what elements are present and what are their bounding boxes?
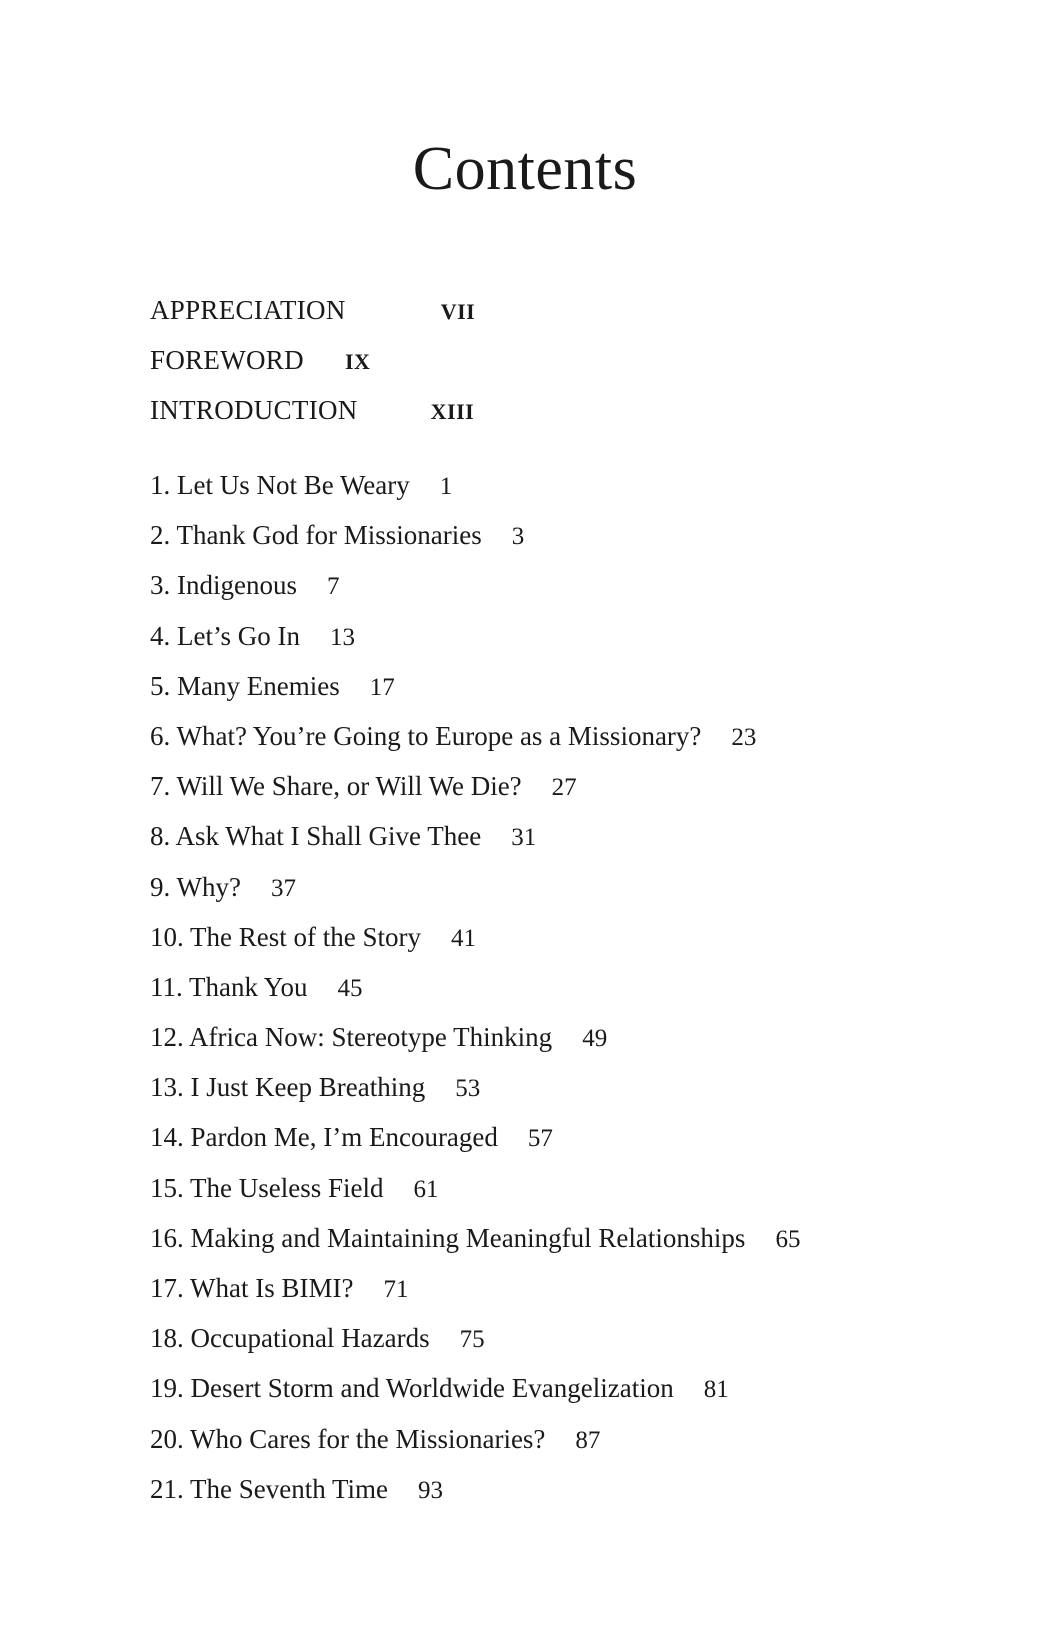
toc-entry-label: 2. Thank God for Missionaries xyxy=(150,520,482,551)
toc-entry-label: 10. The Rest of the Story xyxy=(150,921,421,952)
toc-entry-page: 23 xyxy=(731,723,757,751)
toc-entry-page: 31 xyxy=(511,824,537,852)
toc-entry-page: 75 xyxy=(459,1326,485,1354)
toc-entry[interactable] xyxy=(150,811,800,861)
toc-entry-label: 14. Pardon Me, I’m Encouraged xyxy=(150,1122,498,1153)
toc-entry-label: 20. Who Cares for the Missionaries? xyxy=(150,1423,546,1454)
toc-entry[interactable] xyxy=(150,1112,800,1162)
toc-entry[interactable] xyxy=(150,912,800,962)
toc-entry-label: 19. Desert Storm and Worldwide Evangelization xyxy=(150,1373,674,1404)
toc-entry[interactable] xyxy=(150,1012,800,1062)
toc-entry-label: 16. Making and Maintaining Meaningful Relationships xyxy=(150,1222,746,1253)
toc-entry-page: 87 xyxy=(575,1426,601,1454)
toc-entry-label: INTRODUCTION xyxy=(150,395,358,425)
toc-entry[interactable] xyxy=(150,1313,800,1363)
toc-entry-label: 13. I Just Keep Breathing xyxy=(150,1072,426,1103)
toc-entry-page: XIII xyxy=(430,399,475,424)
toc-entry-page: 37 xyxy=(270,874,296,902)
toc-entry-label: 8. Ask What I Shall Give Thee xyxy=(150,821,482,852)
toc-entry-label: 3. Indigenous xyxy=(150,570,297,601)
toc-entry-page: 71 xyxy=(383,1276,409,1303)
toc-entry[interactable] xyxy=(150,1363,800,1413)
toc-entry-label: APPRECIATION xyxy=(150,295,346,325)
toc-entry[interactable] xyxy=(150,335,475,385)
toc-entry[interactable] xyxy=(150,711,800,761)
toc-entry-label: 15. The Useless Field xyxy=(150,1172,384,1203)
toc-entry-label: FOREWORD xyxy=(150,345,304,375)
toc-entry-page: 49 xyxy=(582,1025,608,1053)
front-matter-list xyxy=(150,285,475,435)
toc-entry[interactable] xyxy=(150,1062,800,1112)
toc-entry-page: 17 xyxy=(369,673,395,701)
toc-entry[interactable] xyxy=(150,962,800,1012)
toc-entry[interactable] xyxy=(150,460,800,510)
toc-entry-page: VII xyxy=(440,299,476,324)
toc-entry[interactable] xyxy=(150,862,800,912)
toc-entry-page: 57 xyxy=(527,1125,553,1153)
toc-entry[interactable] xyxy=(150,560,800,610)
toc-entry-page: 1 xyxy=(439,473,453,500)
toc-entry[interactable] xyxy=(150,1464,800,1514)
toc-entry-page: 45 xyxy=(337,974,363,1002)
toc-entry-label: 18. Occupational Hazards xyxy=(150,1323,430,1354)
toc-entry[interactable] xyxy=(150,385,475,435)
page-title: Contents xyxy=(412,135,638,203)
chapter-list xyxy=(150,460,800,1514)
toc-entry-page: IX xyxy=(344,349,371,374)
toc-entry-page: 53 xyxy=(455,1075,481,1103)
toc-entry-label: 5. Many Enemies xyxy=(150,670,340,701)
toc-entry[interactable] xyxy=(150,285,475,335)
toc-entry[interactable] xyxy=(150,661,800,711)
toc-entry-page: 7 xyxy=(326,573,340,601)
toc-entry-page: 93 xyxy=(418,1476,444,1504)
toc-entry-label: 4. Let’s Go In xyxy=(150,620,300,651)
toc-entry-label: 12. Africa Now: Stereotype Thinking xyxy=(150,1022,553,1053)
toc-entry-page: 61 xyxy=(413,1175,439,1203)
toc-entry-label: 9. Why? xyxy=(150,871,241,902)
toc-entry-label: 17. What Is BIMI? xyxy=(150,1273,354,1303)
toc-entry[interactable] xyxy=(150,1213,800,1263)
toc-entry-label: 1. Let Us Not Be Weary xyxy=(150,470,410,500)
toc-entry[interactable] xyxy=(150,1414,800,1464)
toc-entry[interactable] xyxy=(150,611,800,661)
toc-entry-page: 27 xyxy=(551,774,577,802)
toc-entry-page: 41 xyxy=(450,924,476,952)
toc-entry-page: 65 xyxy=(775,1225,801,1253)
toc-entry-label: 21. The Seventh Time xyxy=(150,1473,389,1504)
toc-entry-page: 81 xyxy=(703,1376,729,1404)
toc-entry-label: 6. What? You’re Going to Europe as a Missionary? xyxy=(150,720,702,751)
toc-entry[interactable] xyxy=(150,761,800,811)
toc-entry-label: 11. Thank You xyxy=(150,971,308,1002)
toc-entry-page: 13 xyxy=(329,623,355,651)
toc-entry-label: 7. Will We Share, or Will We Die? xyxy=(150,771,522,802)
toc-entry[interactable] xyxy=(150,1263,800,1313)
toc-entry[interactable] xyxy=(150,510,800,560)
toc-entry-page: 3 xyxy=(511,523,525,551)
toc-entry[interactable] xyxy=(150,1163,800,1213)
